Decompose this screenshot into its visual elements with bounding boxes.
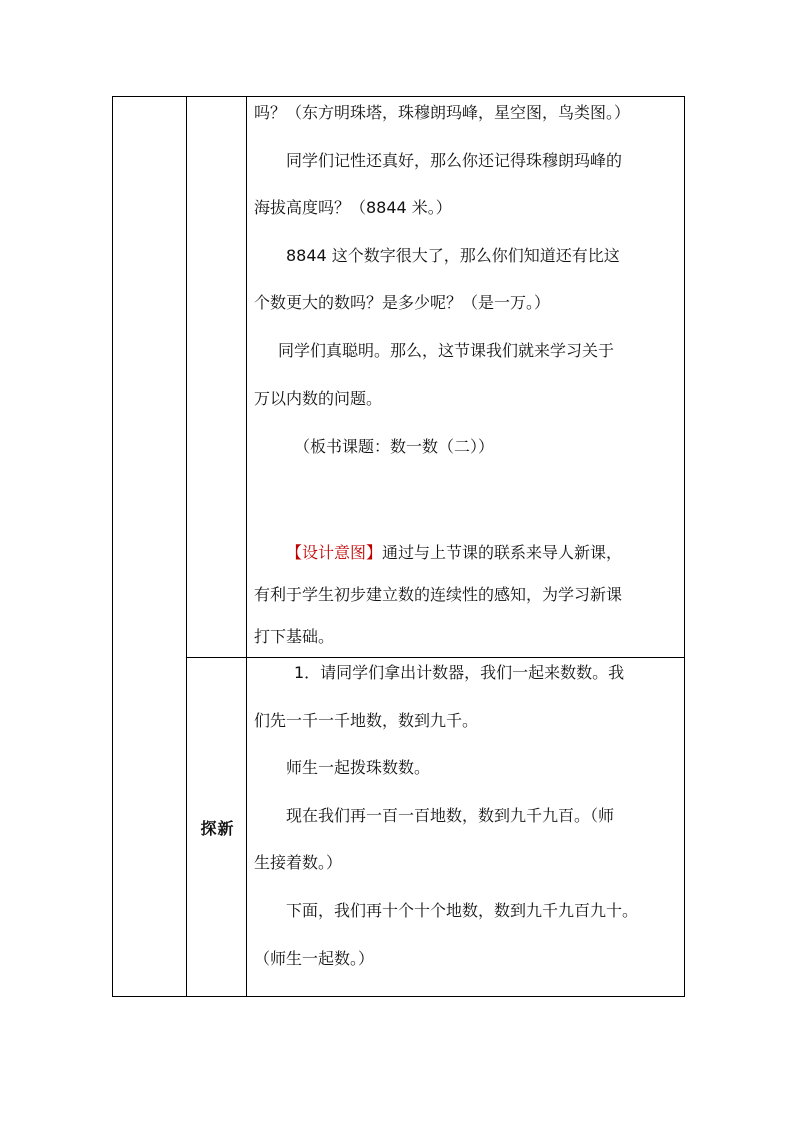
intro-line-1: 吗？（东方明珠塔，珠穆朗玛峰，星空图，鸟类图。） [254,103,631,122]
explore-line-5: 生接着数。） [254,853,343,872]
intro-line-5: 个数更大的数吗？是多少呢？（是一万。） [254,293,551,312]
column-divider-2 [246,97,247,996]
intro-section [252,97,684,657]
design-intent-line-3: 打下基础。 [254,627,335,646]
explore-line-6: 下面，我们再十个十个地数，数到九千九百九十。 [286,901,639,920]
intro-line-2: 同学们记性还真好，那么你还记得珠穆朗玛峰的 [286,151,623,170]
column-divider-1 [186,97,187,996]
intro-line-4: 8844 这个数字很大了，那么你们知道还有比这 [286,246,620,265]
lesson-plan-table [112,96,685,997]
intro-line-6: 同学们真聪明。那么，这节课我们就来学习关于 [278,341,615,360]
explore-line-3: 师生一起拨珠数数。 [286,758,431,777]
design-intent-label: 【设计意图】 [286,543,383,562]
explore-line-2: 们先一千一千地数，数到九千。 [254,711,479,730]
design-intent-line-1 [286,541,622,565]
explore-line-7: （师生一起数。） [254,949,375,968]
explore-section-label: 探新 [200,819,235,838]
intro-line-8: （板书课题：数一数（二）） [294,437,495,456]
explore-line-1: 1．请同学们拿出计数器，我们一起来数数。我 [294,663,625,682]
design-intent-line-2: 有利于学生初步建立数的连续性的感知，为学习新课 [254,585,623,604]
explore-section [252,657,684,997]
design-intent-text: 通过与上节课的联系来导人新课， [382,543,623,562]
explore-line-4: 现在我们再一百一百地数，数到九千九百。（师 [286,806,615,825]
intro-line-7: 万以内数的问题。 [254,389,383,408]
intro-line-3: 海拔高度吗？（8844 米。） [254,198,452,217]
